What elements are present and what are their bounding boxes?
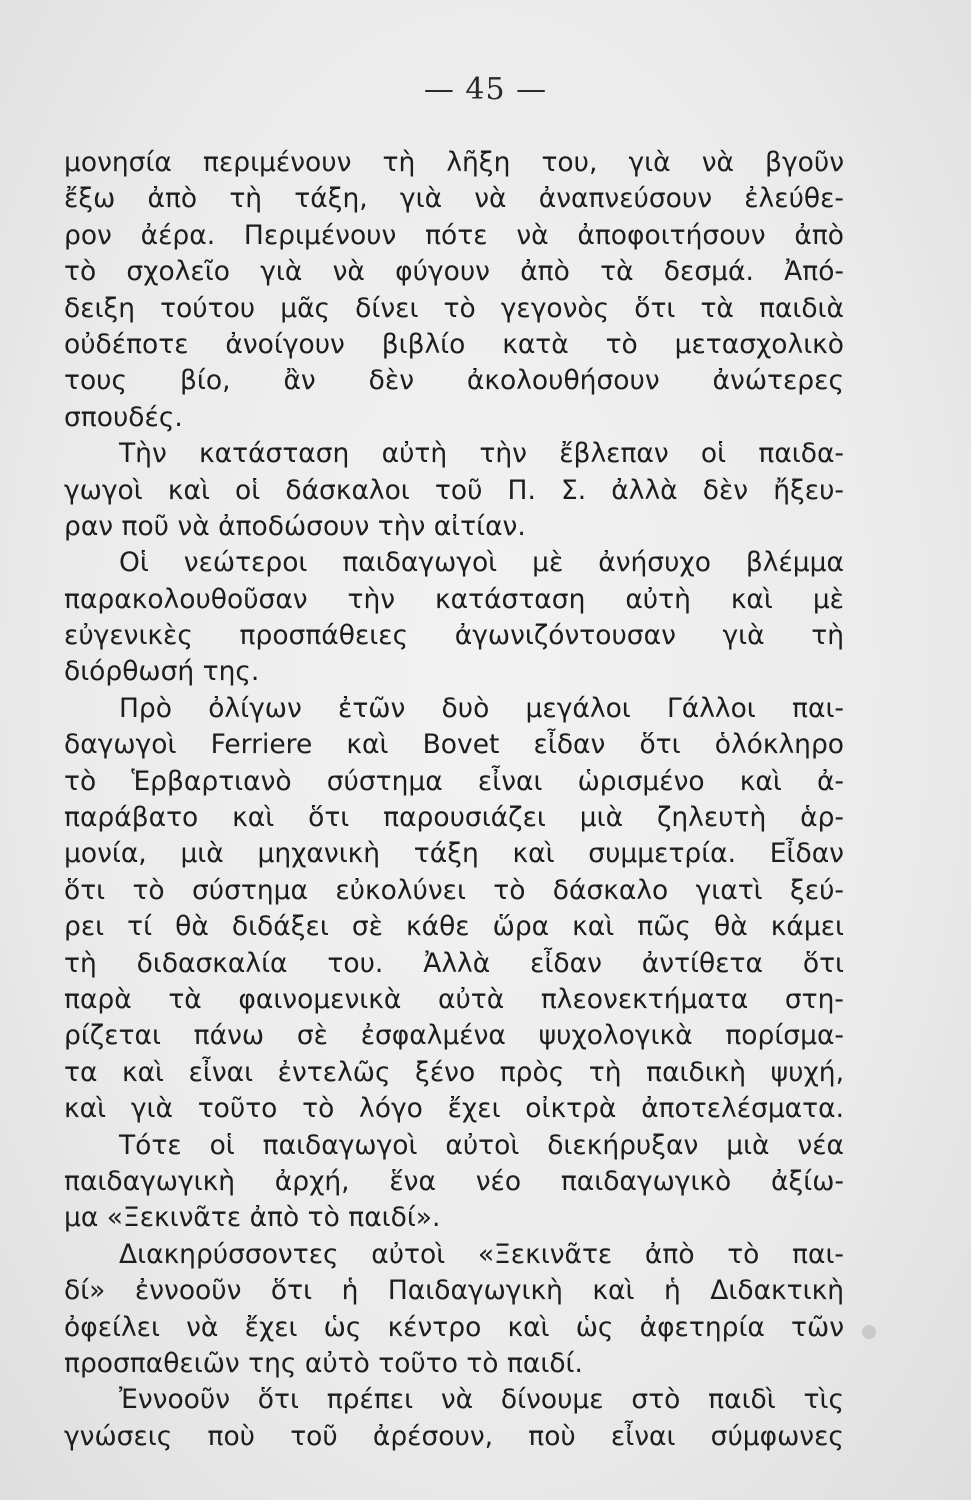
text-line: Πρὸ ὀλίγων ἐτῶν δυὸ μεγάλοι Γάλλοι παι- bbox=[119, 692, 844, 724]
text-line: μονησία περιμένουν τὴ λῆξη του, γιὰ νὰ βγοῦν bbox=[64, 147, 844, 178]
scan-spot bbox=[862, 1325, 876, 1339]
text-line: τὸ Ἑρβαρτιανὸ σύστημα εἶναι ὡρισμένο καὶ ἀ- bbox=[64, 765, 844, 797]
text-line: μονία, μιὰ μηχανικὴ τάξη καὶ συμμετρία. Εἶδαν bbox=[64, 838, 844, 870]
text-line: δί» ἐννοοῦν ὅτι ἡ Παιδαγωγικὴ καὶ ἡ Διδακτικὴ bbox=[64, 1275, 844, 1307]
body-text bbox=[64, 145, 844, 1455]
text-line: ραν ποῦ νὰ ἀποδώσουν τὴν αἰτίαν. bbox=[64, 510, 526, 542]
text-line: Διακηρύσσοντες αὐτοὶ «Ξεκινᾶτε ἀπὸ τὸ παι- bbox=[119, 1238, 844, 1270]
text-line: παρακολουθοῦσαν τὴν κατάσταση αὐτὴ καὶ μὲ bbox=[64, 583, 844, 615]
text-line: τὴ διδασκαλία του. Ἀλλὰ εἶδαν ἀντίθετα ὅτι bbox=[64, 947, 844, 979]
text-line: ρει τί θὰ διδάξει σὲ κάθε ὥρα καὶ πῶς θὰ κάμει bbox=[64, 911, 844, 943]
text-line: παρὰ τὰ φαινομενικὰ αὐτὰ πλεονεκτήματα στη- bbox=[64, 983, 844, 1015]
text-line: ρον ἀέρα. Περιμένουν πότε νὰ ἀποφοιτήσουν ἀπὸ bbox=[64, 219, 844, 251]
text-line: γνώσεις ποὺ τοῦ ἀρέσουν, ποὺ εἶναι σύμφωνες bbox=[64, 1420, 844, 1452]
text-line: ἔξω ἀπὸ τὴ τάξη, γιὰ νὰ ἀναπνεύσουν ἐλεύθε- bbox=[64, 183, 844, 215]
text-line: διόρθωσή της. bbox=[64, 656, 260, 688]
text-line: παιδαγωγικὴ ἀρχή, ἕνα νέο παιδαγωγικὸ ἀξίω- bbox=[64, 1165, 844, 1197]
text-line: εὐγενικὲς προσπάθειες ἀγωνιζόντουσαν γιὰ τὴ bbox=[64, 620, 844, 652]
text-line: δειξη τούτου μᾶς δίνει τὸ γεγονὸς ὅτι τὰ παιδιὰ bbox=[64, 292, 844, 324]
text-line: δαγωγοὶ Ferriere καὶ Bovet εἶδαν ὅτι ὁλόκληρο bbox=[64, 729, 844, 761]
text-line: καὶ γιὰ τοῦτο τὸ λόγο ἔχει οἰκτρὰ ἀποτελέσματα. bbox=[64, 1093, 844, 1125]
text-line: Οἱ νεώτεροι παιδαγωγοὶ μὲ ἀνήσυχο βλέμμα bbox=[119, 547, 844, 579]
text-line: τους βίο, ἂν δὲν ἀκολουθήσουν ἀνώτερες bbox=[64, 365, 844, 397]
text-line: τα καὶ εἶναι ἐντελῶς ξένο πρὸς τὴ παιδικὴ ψυχή, bbox=[64, 1056, 844, 1088]
text-line: τὸ σχολεῖο γιὰ νὰ φύγουν ἀπὸ τὰ δεσμά. Ἀπό- bbox=[64, 256, 844, 288]
text-line: οὐδέποτε ἀνοίγουν βιβλίο κατὰ τὸ μετασχολικὸ bbox=[64, 328, 844, 360]
text-line: Τὴν κατάσταση αὐτὴ τὴν ἔβλεπαν οἱ παιδα- bbox=[119, 438, 844, 470]
text-line: γωγοὶ καὶ οἱ δάσκαλοι τοῦ Π. Σ. ἀλλὰ δὲν ἤξευ- bbox=[64, 474, 844, 506]
text-line: ρίζεται πάνω σὲ ἐσφαλμένα ψυχολογικὰ πορίσμα- bbox=[64, 1020, 844, 1052]
text-line: προσπαθειῶν της αὐτὸ τοῦτο τὸ παιδί. bbox=[64, 1347, 583, 1379]
text-line: παράβατο καὶ ὅτι παρουσιάζει μιὰ ζηλευτὴ ἁρ- bbox=[64, 802, 844, 834]
text-line: Ἐννοοῦν ὅτι πρέπει νὰ δίνουμε στὸ παιδὶ τὶς bbox=[119, 1384, 844, 1416]
text-line: μα «Ξεκινᾶτε ἀπὸ τὸ παιδί». bbox=[64, 1202, 441, 1234]
text-line: Τότε οἱ παιδαγωγοὶ αὐτοὶ διεκήρυξαν μιὰ νέα bbox=[119, 1129, 844, 1161]
text-line: σπουδές. bbox=[64, 401, 183, 433]
text-line: ὅτι τὸ σύστημα εὐκολύνει τὸ δάσκαλο γιατὶ ξεύ- bbox=[64, 874, 844, 906]
text-line: ὀφείλει νὰ ἔχει ὡς κέντρο καὶ ὡς ἀφετηρία τῶν bbox=[64, 1311, 844, 1343]
page-number: — 45 — bbox=[423, 72, 548, 107]
